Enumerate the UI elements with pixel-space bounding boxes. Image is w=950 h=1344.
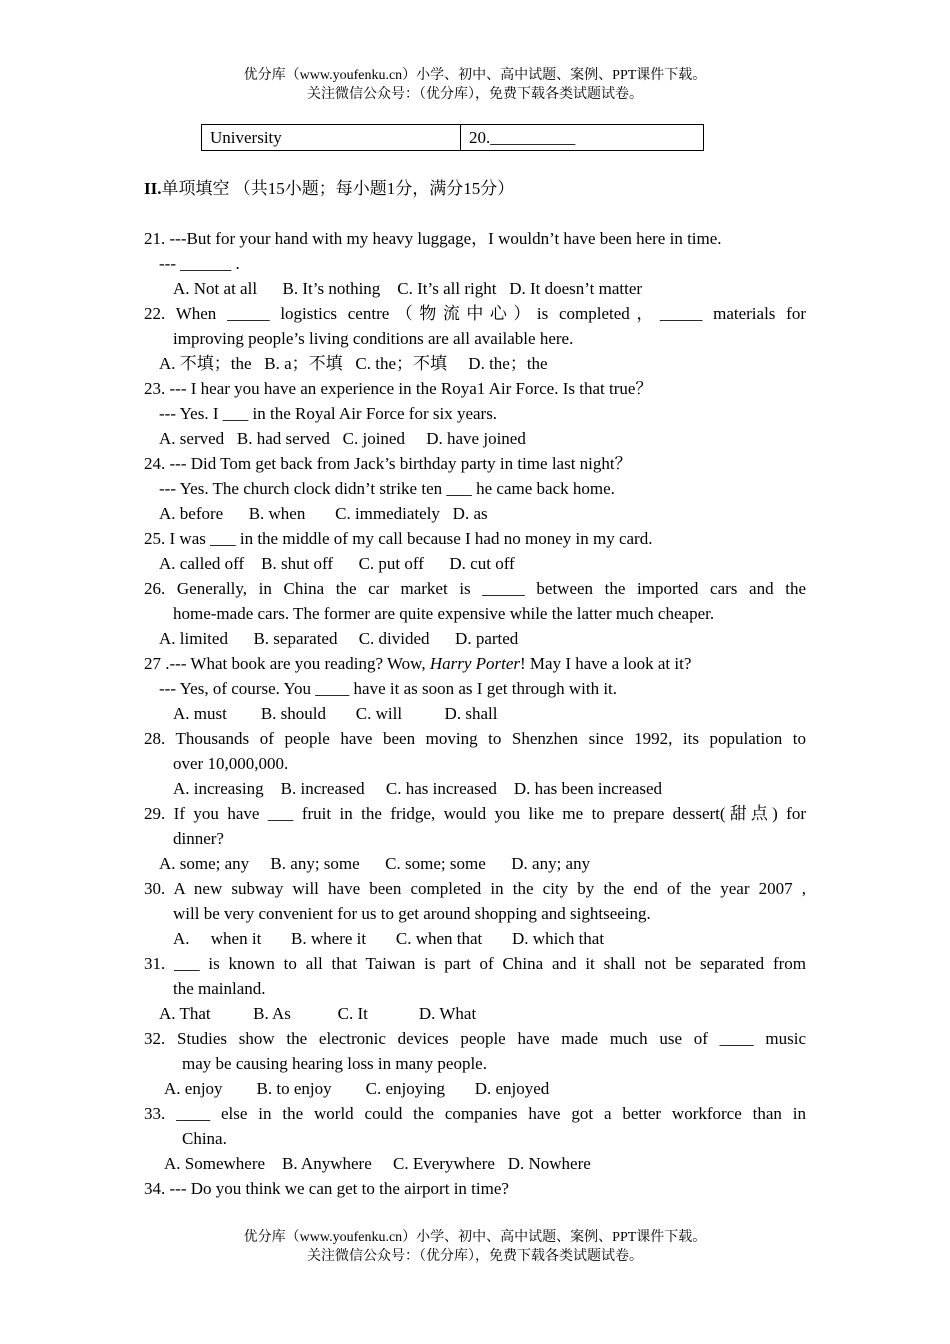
q34-stem: 34. --- Do you think we can get to the airport in time? xyxy=(144,1179,509,1198)
section-title: 单项填空 （共15小题；每小题1分，满分15分） xyxy=(161,179,515,198)
q23-stem: 23. --- I hear you have an experience in the Roya1 Air Force. Is that true？ xyxy=(144,379,653,398)
section-numeral: II. xyxy=(144,179,162,198)
q31-options: A. That B. As C. It D. What xyxy=(159,1004,477,1023)
q29-stem-cont: dinner? xyxy=(173,829,224,848)
q31-stem: 31. ___ is known to all that Taiwan is part of China and it shall not be separated from xyxy=(144,954,806,973)
q21-options: A. Not at all B. It’s nothing C. It’s all right D. It doesn’t matter xyxy=(173,279,643,298)
q27-reply: --- Yes, of course. You ____ have it as soon as I get through with it. xyxy=(159,679,618,698)
q30-stem-cont: will be very convenient for us to get around shopping and sightseeing. xyxy=(173,904,651,923)
q22-stem: 22. When _____ logistics centre（物流中心）is completed，_____ materials for xyxy=(144,304,806,323)
q28-stem: 28. Thousands of people have been moving to Shenzhen since 1992, its population to xyxy=(144,729,806,748)
footer-line-2: 关注微信公众号：（优分库），免费下载各类试题试卷。 xyxy=(307,1249,643,1264)
q28-options: A. increasing B. increased C. has increased D. has been increased xyxy=(173,779,663,798)
q22-options: A. 不填；the B. a；不填 C. the；不填 D. the；the xyxy=(159,354,548,373)
q32-stem-cont: may be causing hearing loss in many people. xyxy=(182,1054,487,1073)
q22-stem-cont: improving people’s living conditions are all available here. xyxy=(173,329,574,348)
q21-reply: --- ______ . xyxy=(159,254,240,273)
q28-stem-cont: over 10,000,000. xyxy=(173,754,289,773)
q26-options: A. limited B. separated C. divided D. parted xyxy=(159,629,519,648)
q25-options: A. called off B. shut off C. put off D. cut off xyxy=(159,554,515,573)
q27-stem-a: 27 .--- What book are you reading? Wow, xyxy=(144,654,430,673)
q29-options: A. some; any B. any; some C. some; some D. any; any xyxy=(159,854,591,873)
footer-line-1: 优分库（www.youfenku.cn）小学、初中、高中试题、案例、PPT课件下载。 xyxy=(243,1230,707,1245)
table-cell-answer: 20.__________ xyxy=(469,128,576,147)
q30-stem: 30. A new subway will have been completed in the city by the end of the year 2007 , xyxy=(144,879,806,898)
q24-stem: 24. --- Did Tom get back from Jack’s birthday party in time last night？ xyxy=(144,454,632,473)
table-cell-label: University xyxy=(202,125,461,150)
q27-stem-b: ! May I have a look at it? xyxy=(520,654,692,673)
answer-table xyxy=(201,124,704,151)
header-line-1: 优分库（www.youfenku.cn）小学、初中、高中试题、案例、PPT课件下载。 xyxy=(243,68,707,83)
q33-stem: 33. ____ else in the world could the companies have got a better workforce than in xyxy=(144,1104,806,1123)
q26-stem: 26. Generally, in China the car market is _____ between the imported cars and the xyxy=(144,579,806,598)
q24-reply: --- Yes. The church clock didn’t strike ten ___ he came back home. xyxy=(159,479,615,498)
q24-options: A. before B. when C. immediately D. as xyxy=(159,504,488,523)
q33-stem-cont: China. xyxy=(182,1129,227,1148)
page-footer xyxy=(0,1228,950,1266)
q26-stem-cont: home-made cars. The former are quite expensive while the latter much cheaper. xyxy=(173,604,715,623)
q27-stem xyxy=(144,651,691,676)
q27-book-title: Harry Porter xyxy=(429,654,521,673)
header-line-2: 关注微信公众号：（优分库），免费下载各类试题试卷。 xyxy=(307,87,643,102)
q33-options: A. Somewhere B. Anywhere C. Everywhere D. Nowhere xyxy=(164,1154,591,1173)
q32-stem: 32. Studies show the electronic devices people have made much use of ____ music xyxy=(144,1029,806,1048)
q23-options: A. served B. had served C. joined D. have joined xyxy=(159,429,526,448)
q25-stem: 25. I was ___ in the middle of my call because I had no money in my card. xyxy=(144,529,653,548)
q30-options: A. when it B. where it C. when that D. which that xyxy=(173,929,605,948)
q21-stem: 21. ---But for your hand with my heavy luggage，I wouldn’t have been here in time. xyxy=(144,229,722,248)
q27-options: A. must B. should C. will D. shall xyxy=(173,704,498,723)
q29-stem: 29. If you have ___ fruit in the fridge, would you like me to prepare dessert(甜点) for xyxy=(144,804,806,823)
q32-options: A. enjoy B. to enjoy C. enjoying D. enjoyed xyxy=(164,1079,550,1098)
q31-stem-cont: the mainland. xyxy=(173,979,266,998)
q23-reply: --- Yes. I ___ in the Royal Air Force for six years. xyxy=(159,404,498,423)
page-header xyxy=(0,66,950,104)
section-heading xyxy=(144,176,514,201)
